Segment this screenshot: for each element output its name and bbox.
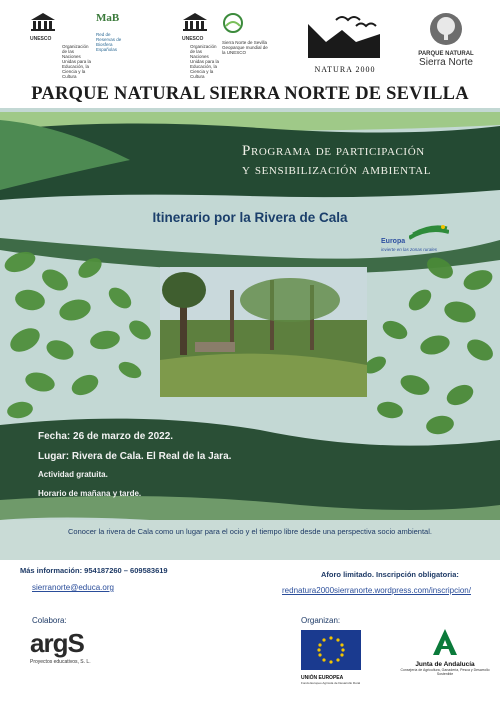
parque-natural-logo (412, 12, 480, 68)
junta-sub: Consejería de Agricultura, Ganadería, Pesca y Desarrollo Sostenible (400, 668, 490, 676)
unesco-logo-1 (30, 12, 90, 42)
eu-label: UNIÓN EUROPEA (301, 675, 344, 681)
program-line1: Programa de participación (242, 143, 425, 159)
geopark-circle-icon (222, 12, 244, 34)
unesco-label: UNESCO (182, 36, 204, 42)
mab-logo (96, 12, 126, 52)
eu-sub: Fondo Europeo Agrícola de Desarrollo Rural (301, 681, 361, 685)
unesco-label: UNESCO (30, 36, 52, 42)
geopark-logo (222, 12, 272, 55)
mab-label: MaB (96, 12, 120, 24)
parque-line2: Sierra Norte (419, 57, 473, 68)
program-line2: y sensibilización ambiental (242, 162, 432, 178)
args-name: argS (30, 628, 84, 658)
unesco-logo-2 (182, 12, 222, 42)
natura-label: NATURA 2000 (314, 65, 376, 74)
parque-line1: PARQUE NATURAL (418, 51, 474, 57)
mab-caption: Red de Reservas de Biosfera Españolas (96, 32, 122, 52)
tree-circle-icon (426, 12, 466, 46)
natura-2000-logo (306, 12, 384, 74)
more-info-phones: Más información: 954187260 – 609583619 (20, 566, 168, 575)
itinerary-title: Itinerario por la Rivera de Cala (152, 210, 348, 225)
landscape-photo (160, 267, 367, 397)
event-schedule: Horario de mañana y tarde. (38, 489, 142, 498)
contact-email-link[interactable]: sierranorte@educa.org (32, 583, 114, 592)
junta-andalucia-logo (400, 628, 490, 676)
event-free: Actividad gratuita. (38, 470, 108, 479)
args-sub: Proyectos educativos, S. L. (30, 659, 91, 665)
program-heading (242, 142, 431, 180)
feder-label: Europa (381, 238, 406, 245)
unesco-temple-icon (182, 12, 208, 32)
andalucia-flag-stars-icon (409, 224, 449, 240)
eu-flag-icon (301, 630, 361, 670)
unesco-caption-1: Organización de las Naciones Unidas para la Educación, la Ciencia y la Cultura (62, 44, 92, 79)
feder-sub: invierte en las zonas rurales (381, 247, 438, 252)
junta-label: Junta de Andalucía (415, 661, 475, 668)
event-location: Lugar: Rivera de Cala. El Real de la Jara. (38, 451, 232, 462)
eu-logo (301, 630, 361, 685)
inscription-link[interactable]: rednatura2000sierranorte.wordpress.com/inscripcion/ (282, 586, 471, 595)
page-title: PARQUE NATURAL SIERRA NORTE DE SEVILLA (31, 84, 469, 104)
unesco-temple-icon (30, 12, 56, 32)
event-date: Fecha: 26 de marzo de 2022. (38, 431, 174, 442)
args-logo (30, 628, 110, 665)
bird-mountain-icon (306, 12, 382, 60)
geopark-caption: Sierra Norte de Sevilla Geoparque mundial de la UNESCO (222, 40, 268, 55)
colabora-label: Colabora: (32, 616, 67, 625)
aforo-notice: Aforo limitado. Inscripción obligatoria: (321, 570, 459, 579)
unesco-caption-2: Organización de las Naciones Unidas para la Educación, la Ciencia y la Cultura (190, 44, 220, 79)
organizan-label: Organizan: (301, 616, 341, 625)
event-description: Conocer la rivera de Cala como un lugar para el ocio y el tiempo libre desde una perspectiva socio ambiental. (68, 527, 432, 536)
junta-emblem-icon (432, 628, 458, 656)
